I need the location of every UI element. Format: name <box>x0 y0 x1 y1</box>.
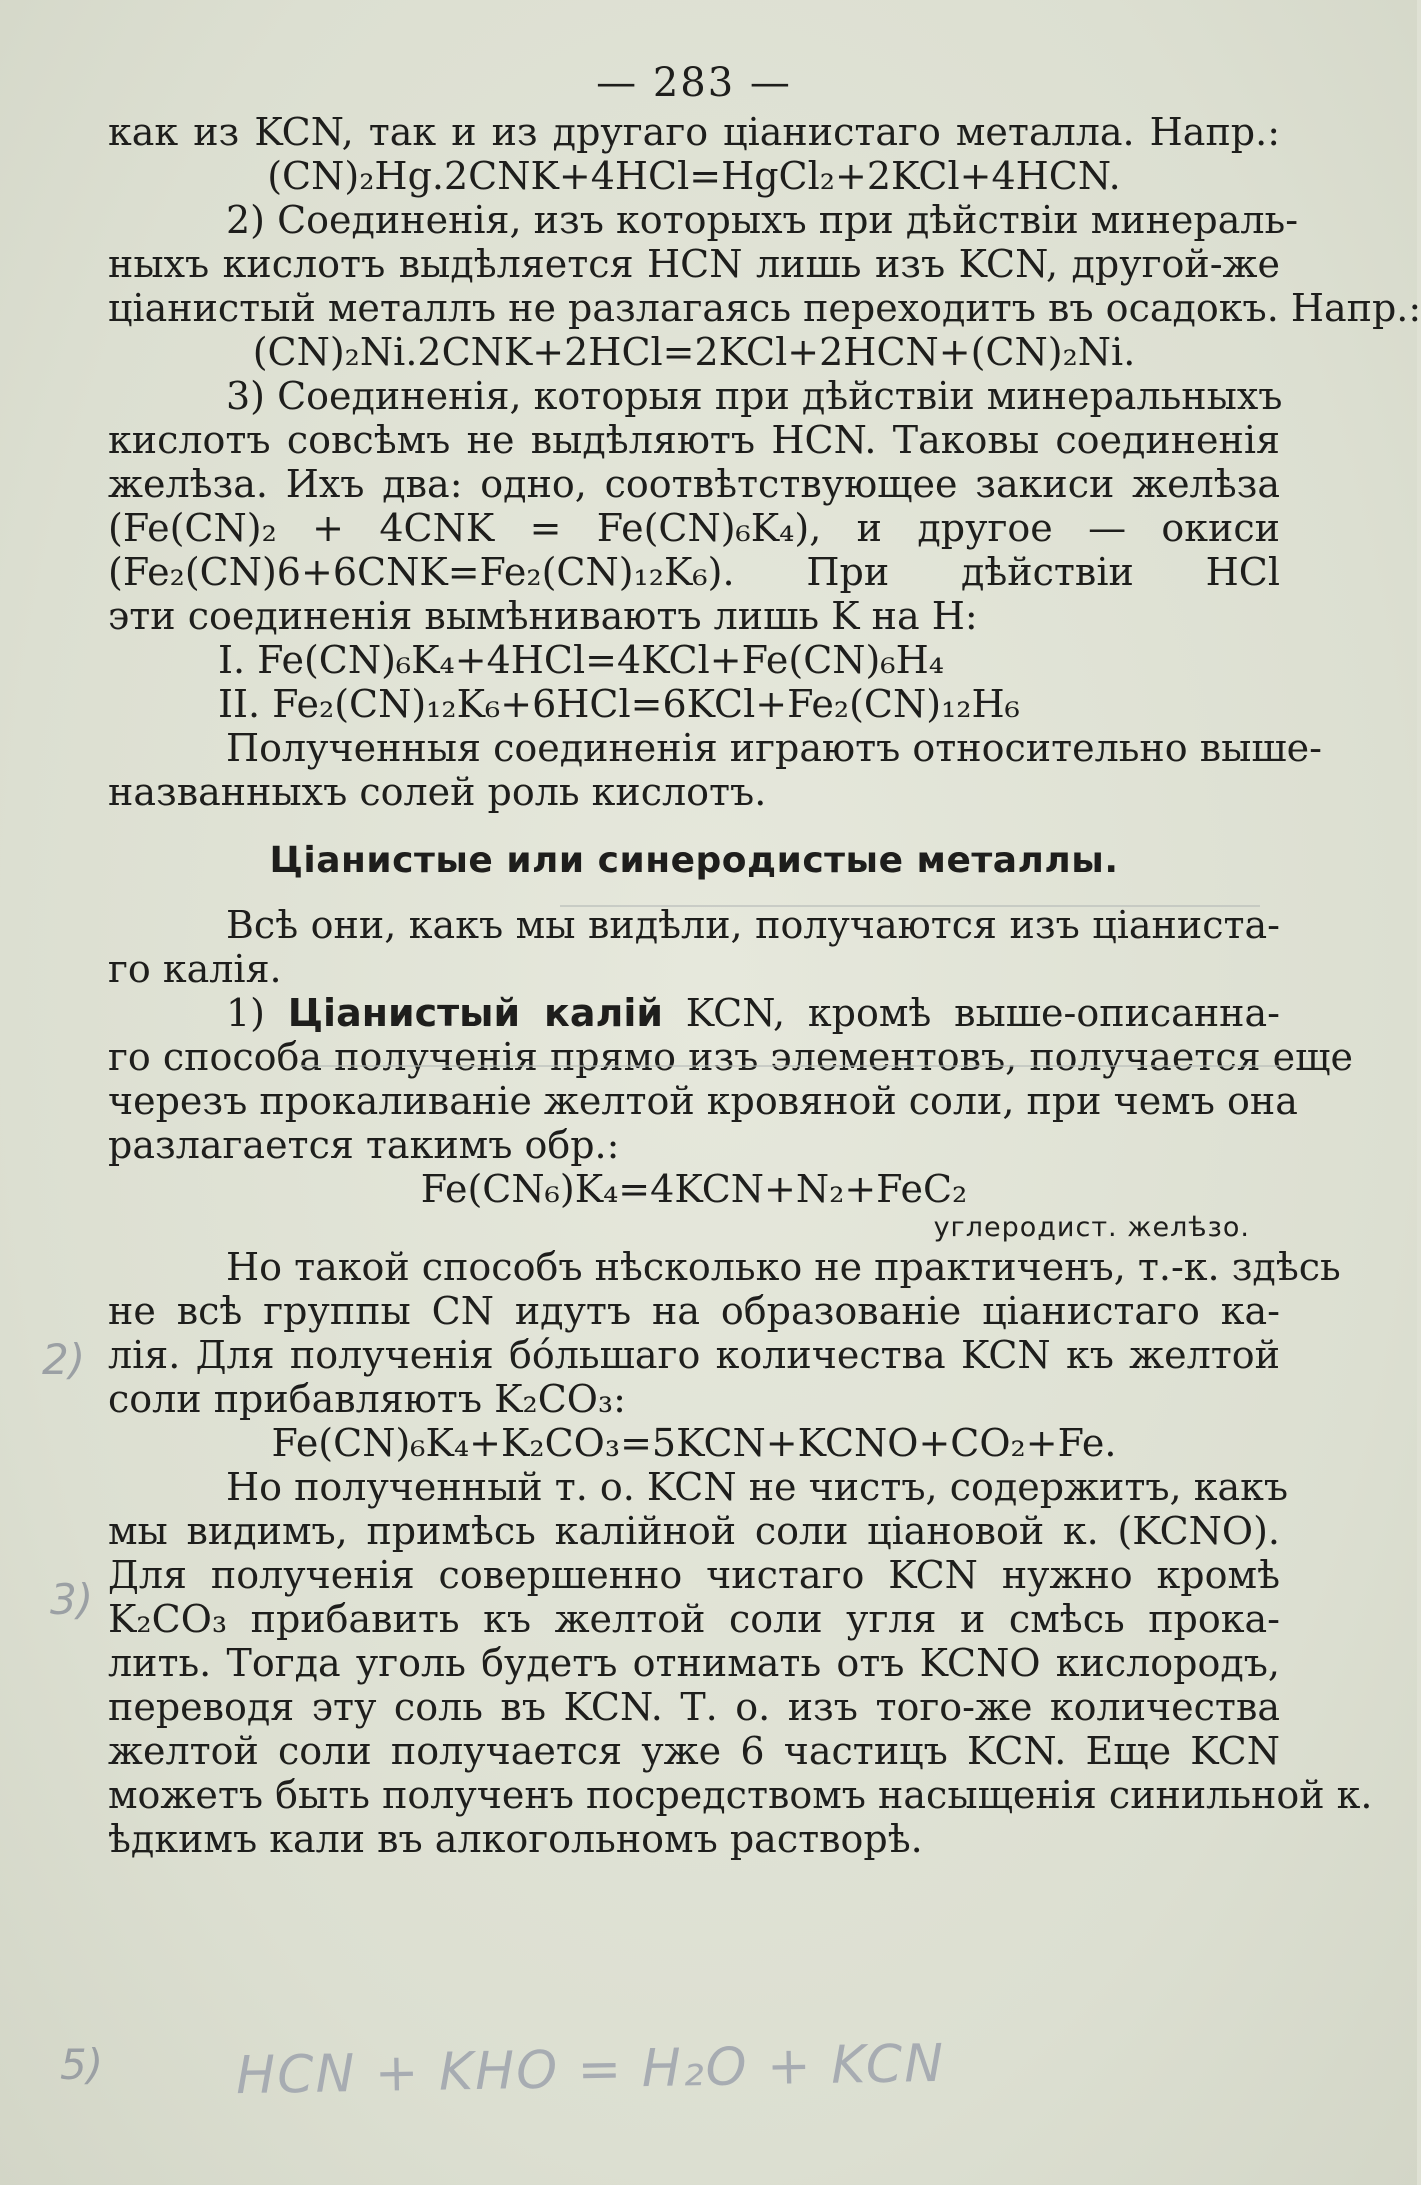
text-line: кислотъ совсѣмъ не выдѣляютъ HCN. Таковы соединенія <box>108 418 1280 462</box>
item-rest: KCN, кромѣ выше-описанна- <box>662 991 1280 1035</box>
text-line: желѣза. Ихъ два: одно, соотвѣтствующее закиси желѣза <box>108 462 1280 506</box>
formula-line: II. Fe₂(CN)₁₂K₆+6HCl=6KCl+Fe₂(CN)₁₂H₆ <box>218 682 1020 726</box>
margin-mark: 3) <box>50 1575 94 1624</box>
text-line: разлагается такимъ обр.: <box>108 1123 620 1167</box>
text-line: Для полученія совершенно чистаго KCN нужно кромѣ <box>108 1553 1280 1597</box>
text-line: как из KCN, так и из другаго ціанистаго металла. Напр.: <box>108 110 1280 154</box>
page-number: — 283 — <box>596 60 792 106</box>
text-line: Но полученный т. о. KCN не чистъ, содержитъ, какъ <box>226 1465 1289 1509</box>
text-line: K₂CO₃ прибавить къ желтой соли угля и смѣсь прока- <box>108 1597 1280 1641</box>
formula-note: углеродист. желѣзо. <box>933 1212 1250 1243</box>
text-line: мы видимъ, примѣсь калійной соли ціановой к. (KCNO). <box>108 1509 1280 1553</box>
text-line: лить. Тогда уголь будетъ отнимать отъ KCNO кислородъ, <box>108 1641 1280 1685</box>
formula-line: Fe(CN)₆K₄+K₂CO₃=5KCN+KCNO+CO₂+Fe. <box>271 1421 1117 1465</box>
text-line: соли прибавляютъ K₂CO₃: <box>108 1377 626 1421</box>
text-line: можетъ быть полученъ посредствомъ насыщенія синильной к. <box>108 1773 1373 1817</box>
formula-line: (CN)₂Ni.2CNK+2HCl=2KCl+2HCN+(CN)₂Ni. <box>252 330 1136 374</box>
item-number: 1) <box>226 991 266 1035</box>
text-line: Полученныя соединенія играютъ относительно выше- <box>226 726 1323 770</box>
pencil-underline <box>300 1065 1280 1067</box>
pencil-annotation: HCN + KHO = H₂O + KCN <box>235 2033 946 2107</box>
formula-line: Fe(CN₆)K₄=4KCN+N₂+FeC₂ <box>420 1167 968 1211</box>
text-line: Всѣ они, какъ мы видѣли, получаются изъ ціаниста- <box>226 903 1280 947</box>
item-1-line <box>108 991 1280 1035</box>
text-line: го калія. <box>108 947 282 991</box>
text-line: черезъ прокаливаніе желтой кровяной соли, при чемъ она <box>108 1079 1298 1123</box>
text-line: ціанистый металлъ не разлагаясь переходитъ въ осадокъ. Напр.: <box>108 286 1421 330</box>
section-heading: Ціанистые или синеродистые металлы. <box>269 840 1119 881</box>
margin-mark: 2) <box>42 1335 86 1384</box>
formula-line: I. Fe(CN)₆K₄+4HCl=4KCl+Fe(CN)₆H₄ <box>218 638 944 682</box>
text-line: Но такой способъ нѣсколько не практиченъ, т.-к. здѣсь <box>226 1245 1341 1289</box>
text-line: названныхъ солей роль кислотъ. <box>108 770 767 814</box>
formula-line: (CN)₂Hg.2CNK+4HCl=HgCl₂+2KCl+4HCN. <box>267 154 1121 198</box>
text-line: ныхъ кислотъ выдѣляется HCN лишь изъ KCN, другой-же <box>108 242 1280 286</box>
text-line: го способа полученія прямо изъ элементовъ, получается еще <box>108 1035 1353 1079</box>
text-block <box>108 60 1421 1861</box>
text-line: (Fe₂(CN)6+6CNK=Fe₂(CN)₁₂K₆). При дѣйствіи HCl <box>108 550 1280 594</box>
text-line: 3) Соединенія, которыя при дѣйствіи минеральныхъ <box>226 374 1283 418</box>
text-line: эти соединенія вымѣниваютъ лишь K на H: <box>108 594 978 638</box>
text-line: (Fe(CN)₂ + 4CNK = Fe(CN)₆K₄), и другое — окиси <box>108 506 1280 550</box>
item-bold-term: Ціанистый калій <box>287 991 663 1035</box>
margin-mark: 5) <box>60 2040 104 2089</box>
text-line: ѣдкимъ кали въ алкогольномъ растворѣ. <box>108 1817 923 1861</box>
text-line: лія. Для полученія бóльшаго количества KCN къ желтой <box>108 1333 1280 1377</box>
text-line: 2) Соединенія, изъ которыхъ при дѣйствіи минераль- <box>226 198 1299 242</box>
text-line: желтой соли получается уже 6 частицъ KCN. Еще KCN <box>108 1729 1280 1773</box>
pencil-underline <box>560 905 1260 907</box>
text-line: переводя эту соль въ KCN. Т. о. изъ того-же количества <box>108 1685 1280 1729</box>
text-line: не всѣ группы CN идутъ на образованіе ціанистаго ка- <box>108 1289 1280 1333</box>
